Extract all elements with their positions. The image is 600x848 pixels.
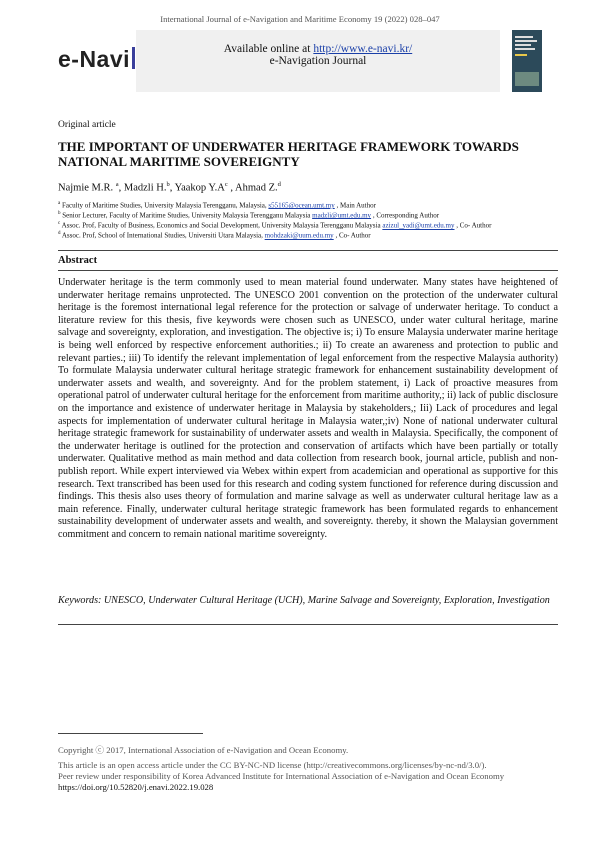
doi-link[interactable]: https://doi.org/10.52820/j.enavi.2022.19.028 [58,782,214,792]
availability-banner [136,30,500,92]
journal-logo: e-Navi [58,46,135,73]
abstract-heading: Abstract [58,255,98,266]
author-name: , Madzli H. [118,182,167,194]
abstract-text: Underwater heritage is the term commonly used to mean material found underwater. Many states have heightened of underwater heritage remains unprotected. The UNESCO 2001 convention on the protection of the underwater cultural heritage is the foremost international legal reference for the protection or salvage of underwater heritage. To conduct a literature review for this thesis, five keywords were chosen such as UNESCO, under water cultural heritage, marine salvage and sovereignty, exploration, and investigation. The objective is; i) To ensure Malaysia underwater marine heritage is being well enforced by respective enforcement authorities.; ii) To create an awareness and protection to public and relevant parties.; iii) To identify the relevant implementation of legal enforcement from the respective Malaysia authority) To formulate Malaysia underwater cultural heritage strategic framework for enhancement sustainability development of underwater assets and wealth, and sovereignty. And for the problem statement, i) Lack of proactive measures from operational patrol of underwater cultural heritage for the enforcement from maritime authority,; ii) lack of public disclosure on the importance and existence of underwater heritage in Malaysia by stakeholders,; Iii) Lack of procedures and legal aspects for implementation of underwater cultural heritage in Malaysia water,;iv) None of national underwater cultural heritage strategic framework for sustainability of underwater assets and wealth in Malaysia. Specifically, the component of the underwater heritage is outlined for the protection and conservation of artifacts which have been partially or totally underwater. Qualitative method as main method and data collection from research book, journal article, publish and non-publish report. While expert interviewed via Webex within expert from academician and operational as supportive for this research. Text transcribed has been used for this research and coding system functioned for reference during discussion and findings. This thesis also uses theory of formulation and marine salvage as well as underwater cultural heritage law as a main reference. Finally, underwater cultural heritage strategic framework has been formulated regards to enhancement sustainability development of underwater assets and wealth, and sovereignty. thereby, it shown the Malaysian government commitment and concern to remain national maritime sovereignty. [58,277,558,540]
author-name: , Yaakop Y.A [169,182,225,194]
affiliation-item: $^d$ Assoc. Prof, School of International Studies, Universiti Utara Malaysia, mohdzaki@uum.edu.my , Co- Author [58,231,371,240]
divider [58,270,558,271]
email-link[interactable]: azizul_yadi@umt.edu.my [382,221,455,230]
license-notice: This article is an open access article under the CC BY-NC-ND license (http://creativecommons.org/licenses/by-nc-nd/3.0/). [58,760,487,770]
running-head: International Journal of e-Navigation and Maritime Economy 19 (2022) 028–047 [160,14,440,24]
journal-cover-image [512,30,542,92]
footer [58,745,568,793]
footnote-rule [58,733,203,734]
journal-name: e-Navigation Journal [269,55,367,67]
available-online-text: Available online at [223,43,314,55]
article-type: Original article [58,120,116,130]
affiliation-item: $^b$ Senior Lecturer, Faculty of Maritime Studies, University Malaysia Terengganu Malaysia madzli@umt.edu.my , Corresponding Author [58,211,440,220]
journal-url-link[interactable]: http://www.e-navi.kr/ [313,43,413,55]
article-title: THE IMPORTANT OF UNDERWATER HERITAGE FRAMEWORK TOWARDS NATIONAL MARITIME SOVEREIGNTY [58,139,519,169]
email-link[interactable]: madzli@umt.edu.my [312,211,372,220]
affiliation-item: $^c$ Assoc. Prof, Faculty of Business, Economics and Social Development, University Malaysia Terengganu Malaysia azizul_yadi@umt.edu.my , Co- Author [58,221,492,230]
affiliation-item: $^a$ Faculty of Maritime Studies, University Malaysia Terengganu, Malaysia, s55165@ocean.umt.my , Main Author [58,201,376,210]
email-link[interactable]: s55165@ocean.umt.my [268,201,335,210]
peer-review-notice: Peer review under responsibility of Korea Advanced Institute for International Association of e-Navigation and Ocean Economy [58,771,505,781]
copyright-notice: Copyright ⓒ 2017, International Association of e-Navigation and Ocean Economy. [58,745,349,755]
keywords: Keywords: UNESCO, Underwater Cultural Heritage (UCH), Marine Salvage and Sovereignty, Exploration, Investigation [58,595,550,606]
email-link[interactable]: mohdzaki@uum.edu.my [264,231,334,240]
author-name: Najmie M.R. [58,182,116,194]
author-name: , Ahmad Z. [227,182,278,194]
divider [58,624,558,625]
divider [58,250,558,251]
affiliations [58,200,568,241]
author-list: Najmie M.R. $^a$, Madzli H.$^b$, Yaakop $Y.A^c$ , Ahmad Z.$^d$ [58,181,281,194]
